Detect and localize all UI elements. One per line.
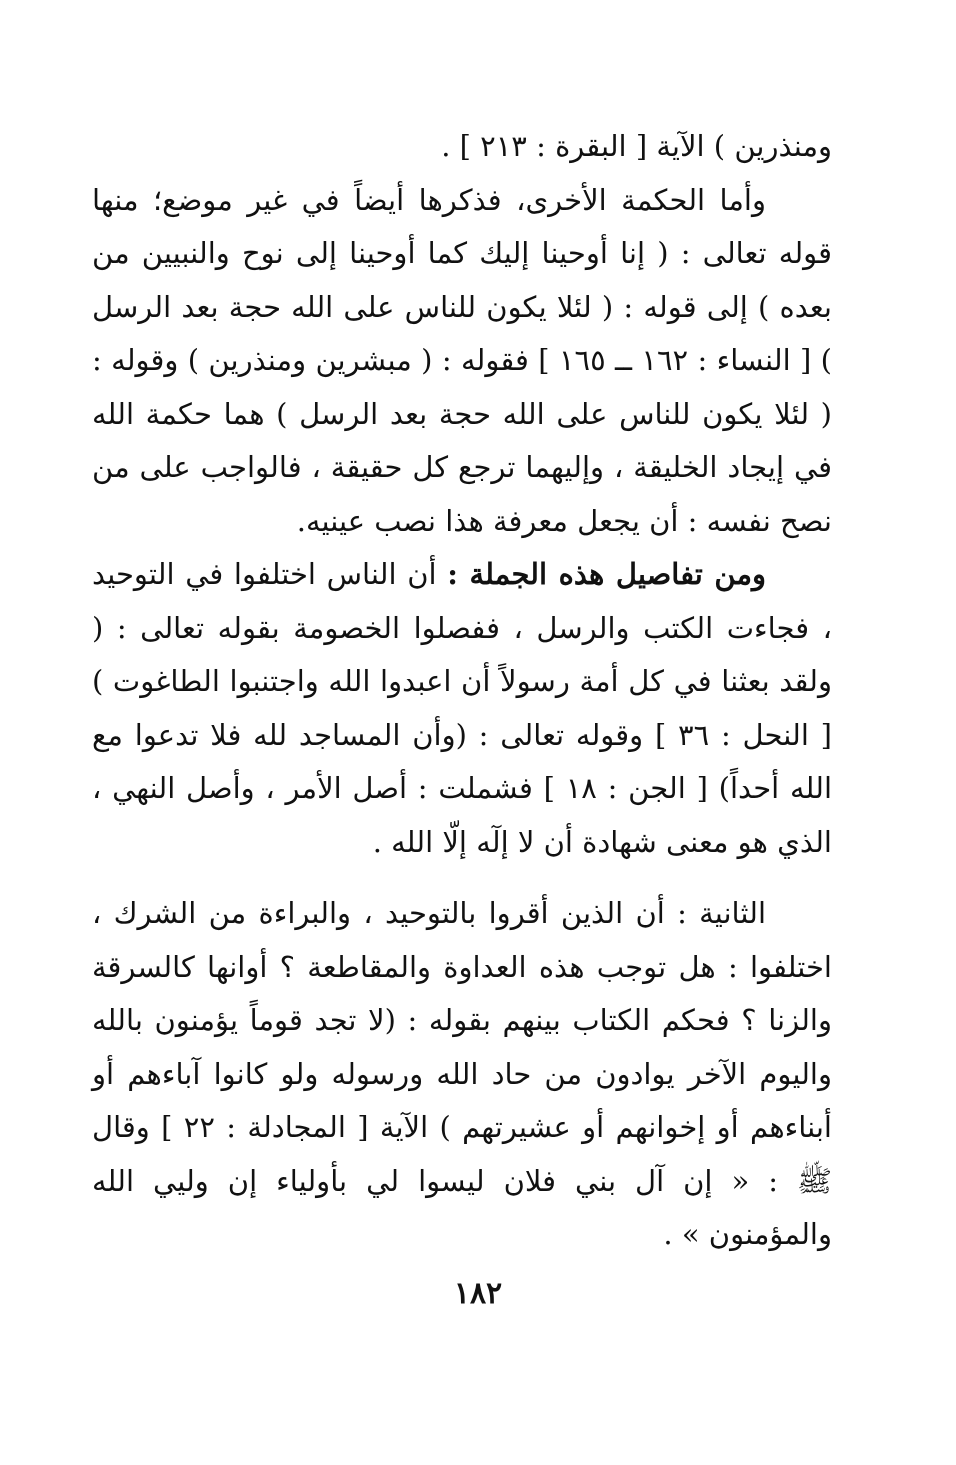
page-number: ١٨٢ xyxy=(453,1276,503,1311)
paragraph-2 xyxy=(92,174,832,549)
paragraph-1 xyxy=(92,120,832,174)
paragraph-3-heading: ومن تفاصيل هذه الجملة : xyxy=(447,557,766,591)
paragraph-1-text: ومنذرين ) الآية [ البقرة : ٢١٣ ] . xyxy=(441,129,832,163)
body-text xyxy=(92,120,832,1262)
paragraph-4 xyxy=(92,887,832,1262)
paragraph-3-text: أن الناس اختلفوا في التوحيد ، فجاءت الكتب والرسل ، ففصلوا الخصومة بقوله تعالى : ( ولقد بعثنا في كل أمة رسولاً أن اعبدوا الله واجتنبوا الطاغوت ) [ النحل : ٣٦ ] وقوله تعالى : (وأن المساجد لله فلا تدعوا مع الله أحداً) [ الجن : ١٨ ] فشملت : أصل الأمر ، وأصل النهي ، الذي هو معنى شهادة أن لا إلٓه إلّا الله . xyxy=(92,557,833,859)
paragraph-4-text: الثانية : أن الذين أقروا بالتوحيد ، والبراءة من الشرك ، اختلفوا : هل توجب هذه العداوة والمقاطعة ؟ أوانها كالسرقة والزنا ؟ فحكم الكتاب بينهم بقوله : (لا تجد قوماً يؤمنون بالله واليوم الآخر يوادون من حاد الله ورسوله ولو كانوا آباءهم أو أبناءهم أو إخوانهم أو عشيرتهم ) الآية [ المجادلة : ٢٢ ] وقال ﷺ : « إن آل بني فلان ليسوا لي بأولياء إن وليي الله والمؤمنون » . xyxy=(92,896,832,1251)
paragraph-2-text: وأما الحكمة الأخرى، فذكرها أيضاً في غير موضع؛ منها قوله تعالى : ( إنا أوحينا إليك كما أوحينا إلى نوح والنبيين من بعده ) إلى قوله : ( لئلا يكون للناس على الله حجة بعد الرسل ) [ النساء : ١٦٢ ــ ١٦٥ ] فقوله : ( مبشرين ومنذرين ) وقوله : ( لئلا يكون للناس على الله حجة بعد الرسل ) هما حكمة الله في إيجاد الخليقة ، وإليهما ترجع كل حقيقة ، فالواجب على من نصح نفسه : أن يجعل معرفة هذا نصب عينيه. xyxy=(92,182,832,538)
paragraph-3 xyxy=(92,548,832,869)
